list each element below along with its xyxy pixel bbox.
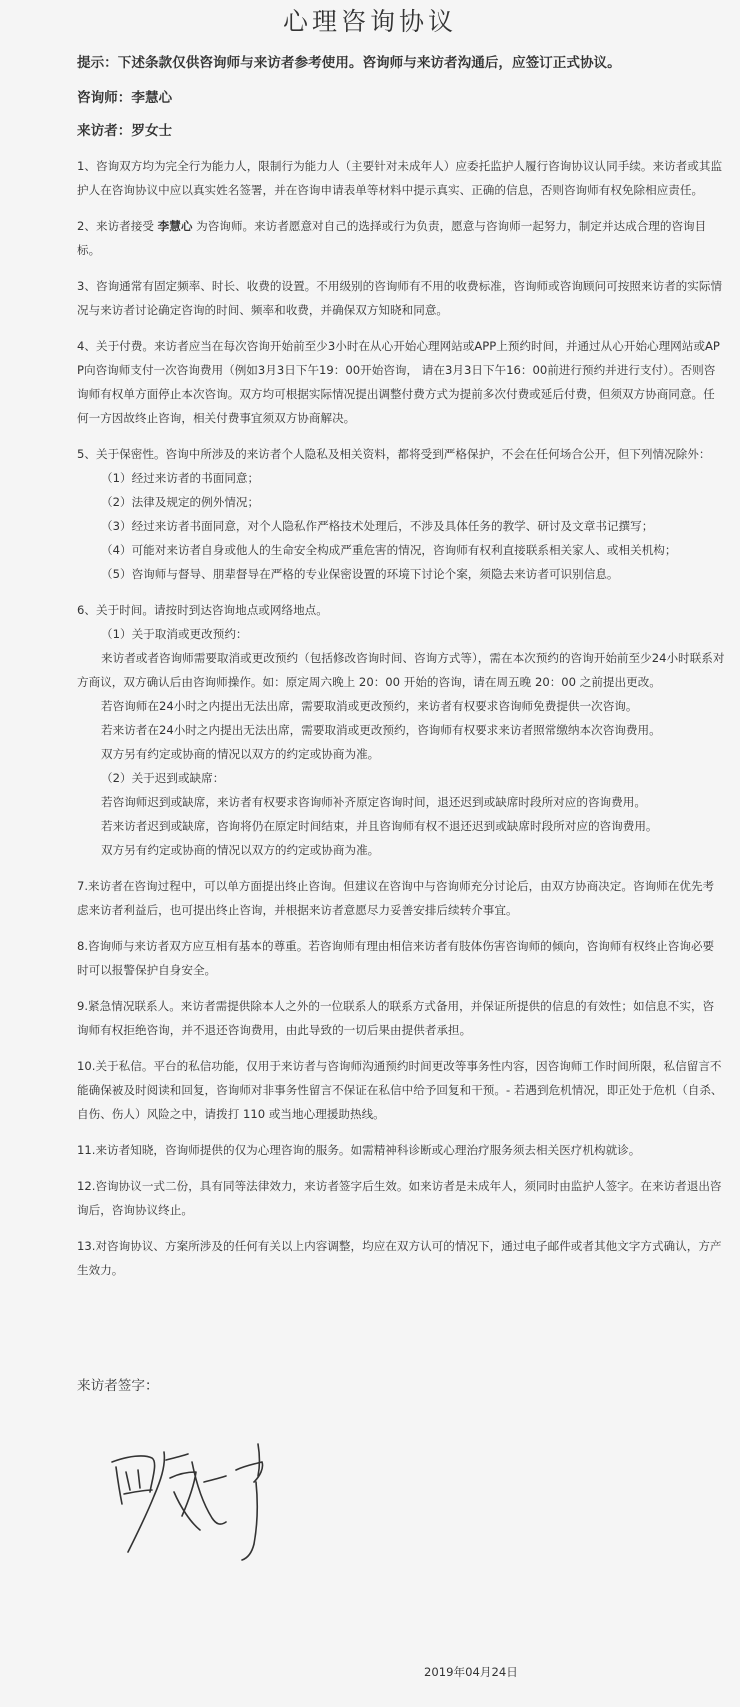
clause-5-item: （3）经过来访者书面同意，对个人隐私作严格技术处理后，不涉及具体任务的教学、研讨及文章书记撰写； — [101, 519, 654, 533]
clause-13: 13.对咨询协议、方案所涉及的任何有关以上内容调整，均应在双方认可的情况下，通过电子邮件或者其他文字方式确认，方产生效力。 — [77, 1239, 722, 1277]
clause-6-sub2-para: 双方另有约定或协商的情况以双方的约定或协商为准。 — [101, 843, 380, 857]
clause-5-exceptions — [77, 466, 725, 586]
clause-10: 10.关于私信。平台的私信功能，仅用于来访者与咨询师沟通预约时间更改等事务性内容，因咨询师工作时间所限，私信留言不能确保被及时阅读和回复，咨询师对非事务性留言不保证在私信中给予回复和干预。- 若遇到危机情况，即正处于危机（自杀、自伤、伤人）风险之中，请拨打 110 或当地心理援助热线。 — [77, 1059, 723, 1121]
clause-3: 3、咨询通常有固定频率、时长、收费的设置。不用级别的咨询师有不用的收费标准，咨询师或咨询顾问可按照来访者的实际情况与来访者讨论确定咨询的时间、频率和收费，并确保双方知晓和同意。 — [77, 279, 723, 317]
clause-7: 7.来访者在咨询过程中，可以单方面提出终止咨询。但建议在咨询中与咨询师充分讨论后，由双方协商决定。咨询师在优先考虑来访者利益后，也可提出终止咨询，并根据来访者意愿尽力妥善安排后续转介事宜。 — [77, 879, 715, 917]
clause-6-sub1-para: 来访者或者咨询师需要取消或更改预约（包括修改咨询时间、咨询方式等），需在本次预约的咨询开始前至少24小时联系对方商议，双方确认后由咨询师操作。如：原定周六晚上 20：00 开始的咨询，请在周五晚 20：00 之前提出更改。 — [77, 651, 725, 689]
clause-5-item: （2）法律及规定的例外情况； — [101, 495, 260, 509]
clause-2-suffix: 为咨询师。来访者愿意对自己的选择或行为负责，愿意与咨询师一起努力，制定并达成合理的咨询目标。 — [77, 219, 707, 257]
clause-6-sub2-para: 若咨询师迟到或缺席，来访者有权要求咨询师补齐原定咨询时间，退还迟到或缺席时段所对应的咨询费用。 — [101, 795, 646, 809]
clause-list — [77, 154, 725, 1294]
hint-text: 提示：下述条款仅供咨询师与来访者参考使用。咨询师与来访者沟通后，应签订正式协议。 — [77, 55, 621, 71]
handwritten-signature — [108, 1432, 308, 1582]
clause-6-text: 6、关于时间。请按时到达咨询地点或网络地点。 — [77, 603, 328, 617]
clause-1: 1、咨询双方均为完全行为能力人，限制行为能力人（主要针对未成年人）应委托监护人履行咨询协议认同手续。来访者或其监护人在咨询协议中应以真实姓名签署，并在咨询申请表单等材料中提示真实、正确的信息，否则咨询师有权免除相应责任。 — [77, 159, 723, 197]
clause-6-sub1-title: （1）关于取消或更改预约： — [101, 627, 248, 641]
clause-2-prefix: 2、来访者接受 — [77, 219, 158, 233]
clause-6-sub2-title: （2）关于迟到或缺席： — [101, 771, 225, 785]
clause-9: 9.紧急情况联系人。来访者需提供除本人之外的一位联系人的联系方式备用，并保证所提供的信息的有效性；如信息不实，咨询师有权拒绝咨询，并不退还咨询费用，由此导致的一切后果由提供者承担。 — [77, 999, 715, 1037]
clause-2-counselor-name: 李慧心 — [157, 219, 193, 233]
clause-5 — [77, 442, 725, 586]
clause-6-sub1-para: 若咨询师在24小时之内提出无法出席，需要取消或更改预约，来访者有权要求咨询师免费提供一次咨询。 — [101, 699, 638, 713]
clause-5-item: （4）可能对来访者自身或他人的生命安全构成严重危害的情况，咨询师有权利直接联系相关家人、或相关机构； — [101, 543, 677, 557]
clause-5-text: 5、关于保密性。咨询中所涉及的来访者个人隐私及相关资料，都将受到严格保护，不会在任何场合公开，但下列情况除外： — [77, 447, 711, 461]
clause-2 — [77, 214, 725, 262]
clause-6-sub2-para: 若来访者迟到或缺席，咨询将仍在原定时间结束，并且咨询师有权不退还迟到或缺席时段所对应的咨询费用。 — [101, 819, 658, 833]
signature-date: 2019年04月24日 — [424, 1665, 518, 1679]
clause-6-sub1-para: 若来访者在24小时之内提出无法出席，需要取消或更改预约，咨询师有权要求来访者照常缴纳本次咨询费用。 — [101, 723, 661, 737]
clause-12: 12.咨询协议一式二份，具有同等法律效力，来访者签字后生效。如来访者是未成年人，须同时由监护人签字。在来访者退出咨询后，咨询协议终止。 — [77, 1179, 722, 1217]
clause-5-item: （5）咨询师与督导、朋辈督导在严格的专业保密设置的环境下讨论个案，须隐去来访者可识别信息。 — [101, 567, 619, 581]
clause-11: 11.来访者知晓，咨询师提供的仅为心理咨询的服务。如需精神科诊断或心理治疗服务须去相关医疗机构就诊。 — [77, 1143, 641, 1157]
clause-8: 8.咨询师与来访者双方应互相有基本的尊重。若咨询师有理由相信来访者有肢体伤害咨询师的倾向，咨询师有权终止咨询必要时可以报警保护自身安全。 — [77, 939, 715, 977]
clause-6 — [77, 598, 725, 862]
clause-6-sub1-para: 双方另有约定或协商的情况以双方的约定或协商为准。 — [101, 747, 380, 761]
clause-4: 4、关于付费。来访者应当在每次咨询开始前至少3小时在从心开始心理网站或APP上预约时间，并通过从心开始心理网站或APP向咨询师支付一次咨询费用（例如3月3日下午19：00开始咨询， 请在3月3日下午16：00前进行预约并进行支付）。否则咨询师有权单方面停止本次咨询。双方均可根据实际情况提出调整付费方式为提前多次付费或延后付费，但须双方协商同意。任何一方因故终止咨询，相关付费事宜须双方协商解决。 — [77, 339, 720, 425]
visitor-line: 来访者：罗女士 — [77, 123, 173, 139]
counselor-line: 咨询师：李慧心 — [77, 90, 173, 106]
page-title: 心理咨询协议 — [282, 7, 457, 36]
signature-label: 来访者签字： — [77, 1378, 159, 1394]
clause-5-item: （1）经过来访者的书面同意； — [101, 471, 260, 485]
